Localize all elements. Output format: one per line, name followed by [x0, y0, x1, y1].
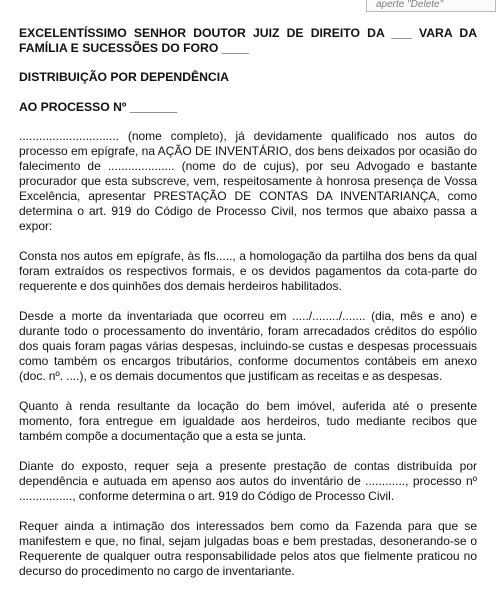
petition-title: EXCELENTÍSSIMO SENHOR DOUTOR JUIZ DE DIREITO DA ___ VARA DA FAMÍLIA E SUCESSÕES DO FORO ____ [19, 26, 477, 55]
paragraph-introduction: .............................. (nome completo), já devidamente qualificado nos autos do processo em epígrafe, na AÇÃO DE INVENTÁRIO, dos bens deixados por ocasião do falecimento de .................... (nome do de cujus), por seu Advogado e bastante procurador que esta subscreve, vem, respeitosamente à honrosa presença de Vossa Excelência, apresentar PRESTAÇÃO DE CONTAS DA INVENTARIANÇA, como determina o art. 919 do Código de Processo Civil, nos termos que abaixo passa a expor: [19, 129, 477, 233]
paragraph-request-distribution: Diante do exposto, requer seja a presente prestação de contas distribuída por dependência e autuada em apenso aos autos do inventário de ............, processo nº ................, conforme determina o art. 919 do Código de Processo Civil. [19, 459, 477, 503]
delete-hint: aperte "Delete" [366, 0, 496, 12]
distribution-heading: DISTRIBUIÇÃO POR DEPENDÊNCIA [19, 70, 229, 84]
paragraph-expenses: Desde a morte da inventariada que ocorreu em ...../......../....... (dia, mês e ano) e durante todo o processamento do inventário, foram arrecadados créditos do espólio dos quais foram pagas várias despesas, incluindo-se custas e despesas processuais como também os encargos tributários, conforme documentos contábeis em anexo (doc. nº. ....), e os demais documentos que justificam as receitas e as despesas. [19, 309, 477, 383]
process-number-heading: AO PROCESSO Nº _______ [19, 100, 178, 114]
paragraph-rental-income: Quanto à renda resultante da locação do bem imóvel, auferida até o presente momento, fora entregue em igualdade aos herdeiros, tudo mediante recibos que também compõe a documentação que a esta se junta. [19, 399, 477, 443]
paragraph-request-notification: Requer ainda a intimação dos interessados bem como da Fazenda para que se manifestem e que, no final, sejam julgadas boas e bem prestadas, desonerando-se o Requerente de qualquer outra responsabilidade pelos atos que fielmente praticou no decurso do procedimento no cargo de inventariante. [19, 519, 477, 578]
paragraph-homologation: Consta nos autos em epígrafe, às fls....., a homologação da partilha dos bens da qual foram extraídos os respectivos formais, e os devidos pagamentos da cota-parte do requerente e dos quinhões dos demais herdeiros habilitados. [19, 249, 477, 293]
petition-document [19, 26, 477, 594]
